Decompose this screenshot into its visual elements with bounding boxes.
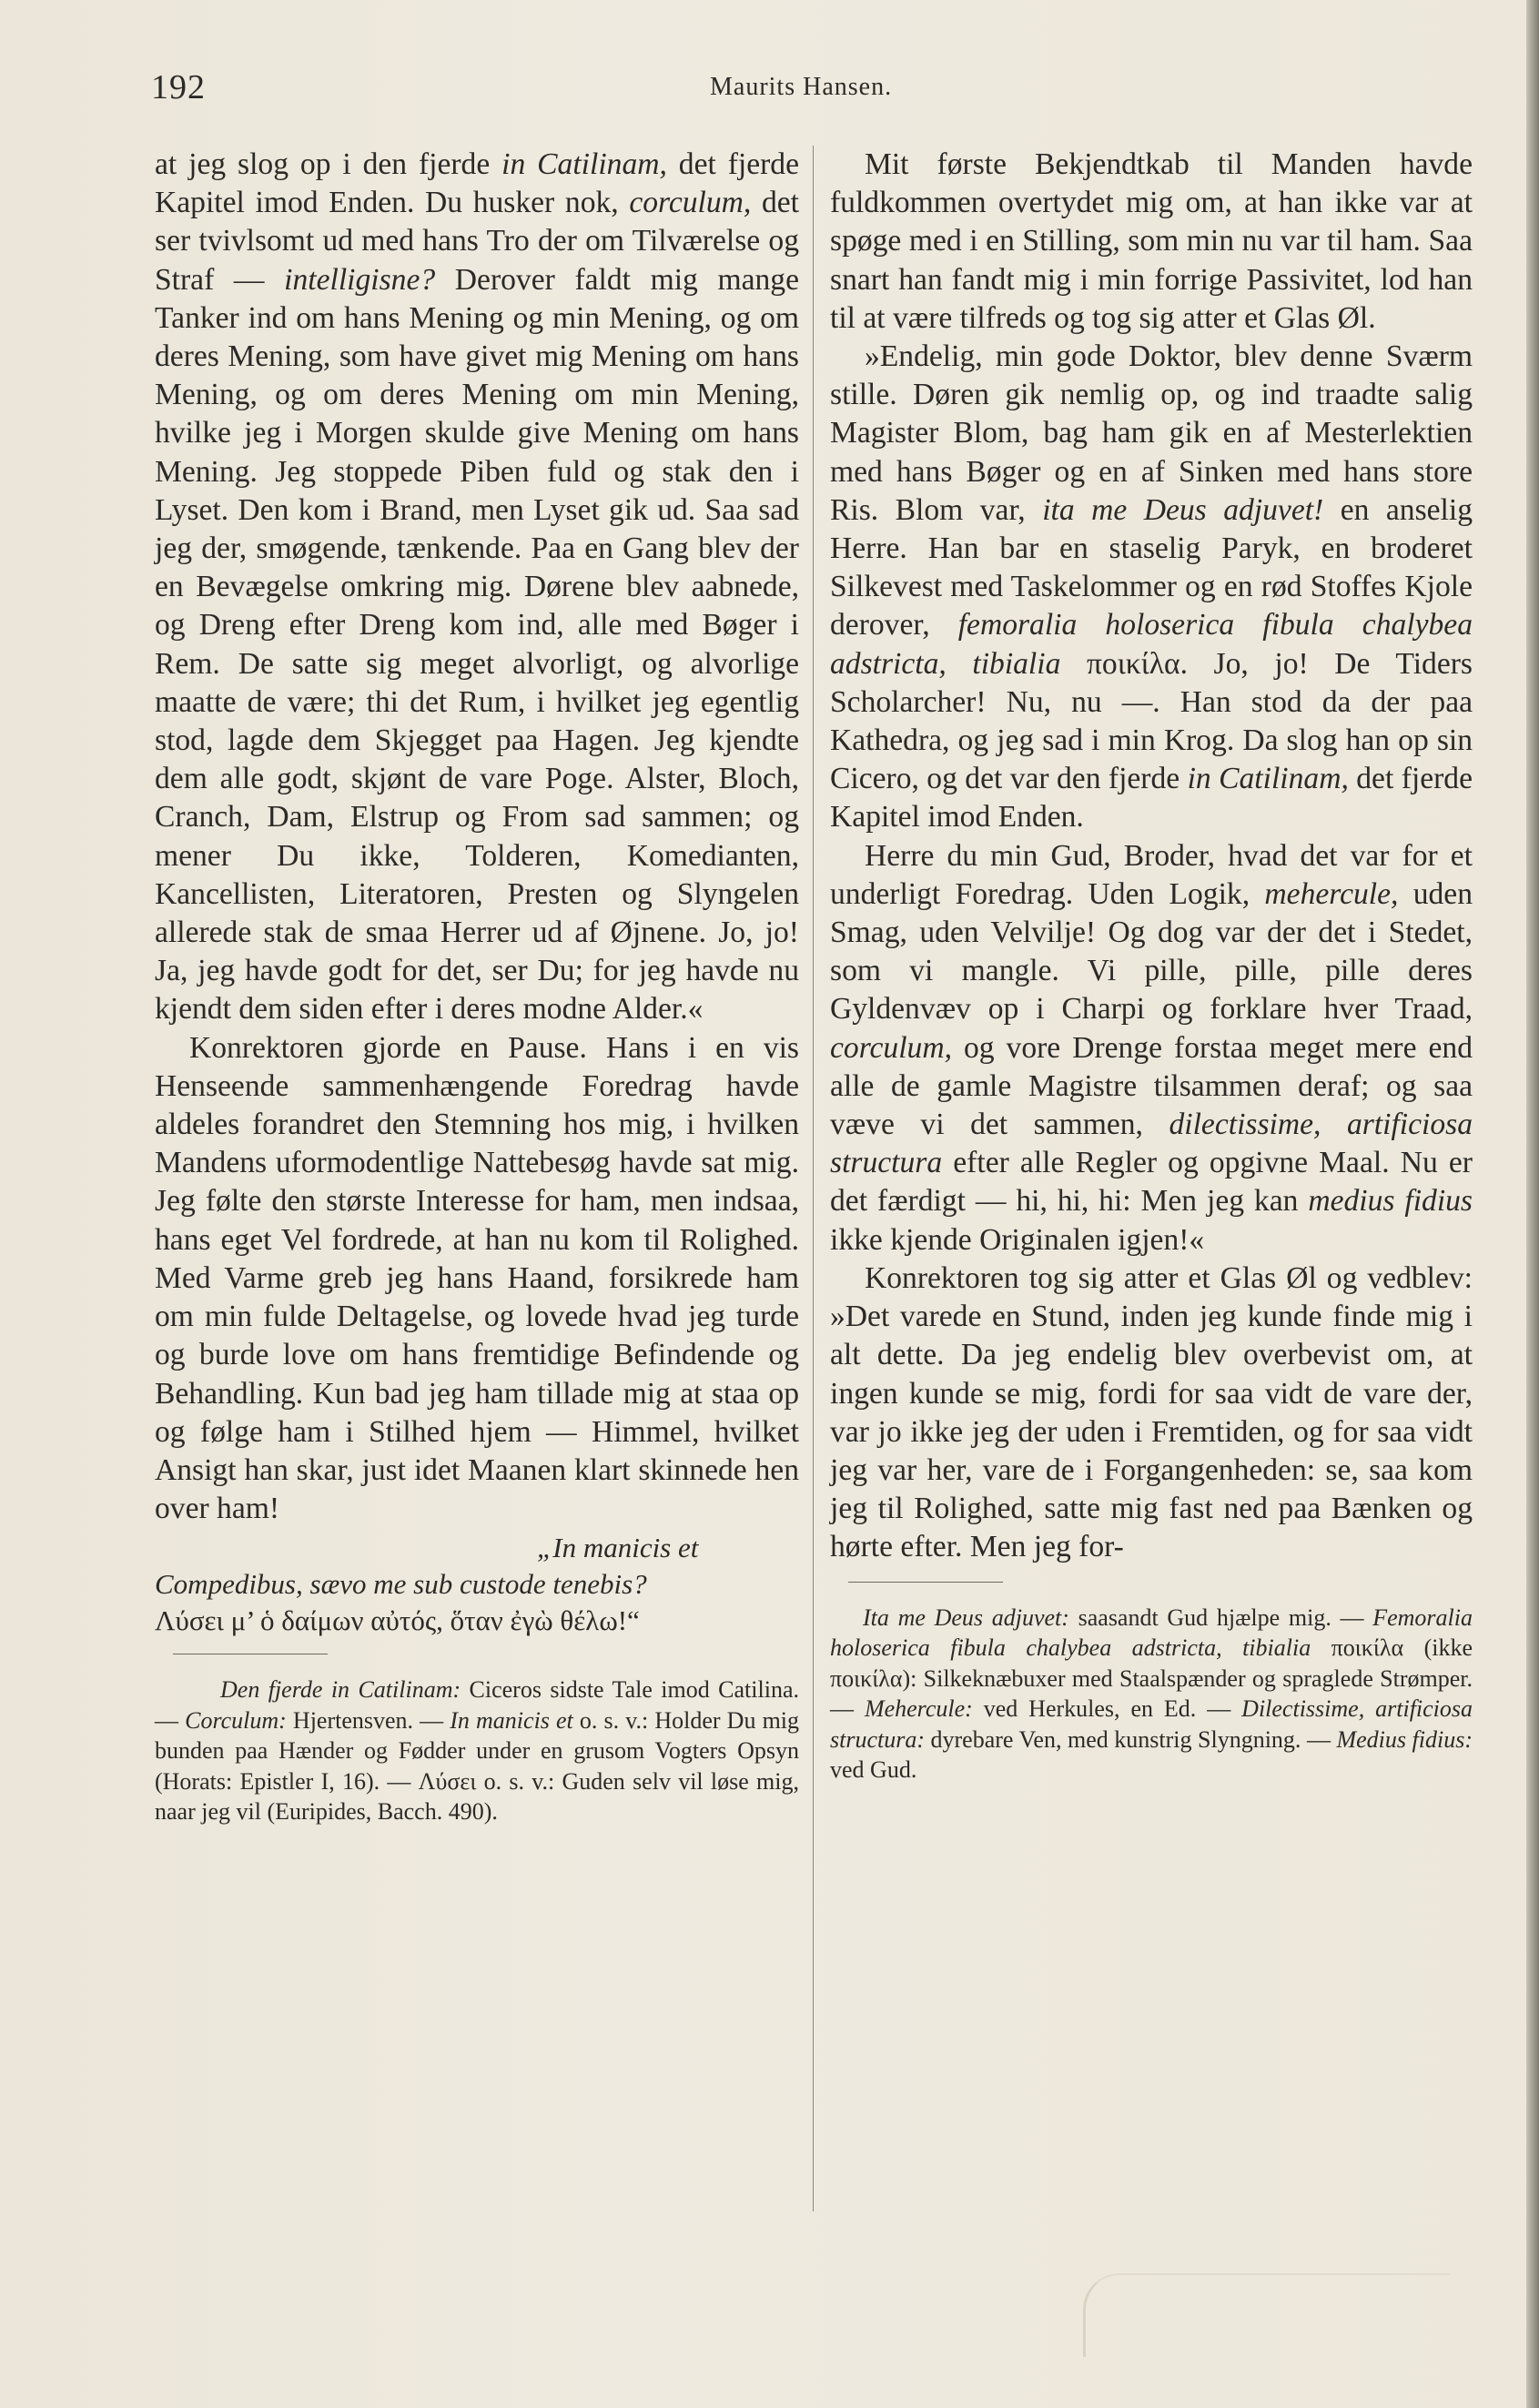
right-paragraph-1: Mit første Bekjendtkab til Manden havde fuldkommen overtydet mig om, at han ikke var at spøge med i en Stilling, som min nu var til ham. Saa snart han fandt mig i min forrige Passivitet, lod han til at være tilfreds og tog sig atter et Glas Øl. <box>830 147 1473 335</box>
page-corner-fold <box>1083 2273 1450 2357</box>
verse-quote <box>155 1530 799 1639</box>
left-paragraph-2: Konrektoren gjorde en Pause. Hans i en vis Henseende sammenhængende Foredrag havde aldeles forandret den Stemning hos mig, i hvilken Mandens uformodentlige Nattebesøg havde sat mig. Jeg følte den største Interesse for ham, men indsaa, hans eget Vel fordrede, at han nu kom til Rolighed. Med Varme greb jeg hans Haand, forsikrede ham om min fulde Deltagelse, og lovede hvad jeg turde og burde love om hans fremtidige Befindende og Behandling. Kun bad jeg ham tillade mig at staa op og følge ham i Stilhed hjem — Himmel, hvilket Ansigt han skar, just idet Maanen klart skinnede hen over ham! <box>155 1030 799 1526</box>
right-paragraph-2: »Endelig, min gode Doktor, blev denne Sværm stille. Døren gik nemlig op, og ind traadte salig Magister Blom, bag ham gik en af Mesterlektien med hans Bøger og en af Sinken med hans store Ris. Blom var, ita me Deus adjuvet! en anselig Herre. Han bar en staselig Paryk, en broderet Silkevest med Taskelommer og en rød Stoffes Kjole derover, femoralia holoserica fibula chalybea adstricta, tibialia ποικίλα. Jo, jo! De Tiders Scholarcher! Nu, nu —. Han stod da der paa Kathedra, og jeg sad i min Krog. Da slog han op sin Cicero, og det var den fjerde in Catilinam, det fjerde Kapitel imod Enden. <box>830 339 1473 835</box>
page-number: 192 <box>151 68 206 106</box>
verse-line-3: Λύσει μ’ ὁ δαίμων αὐτός, ὅταν ἐγὼ θέλω!“ <box>155 1604 640 1637</box>
right-paragraph-3: Herre du min Gud, Broder, hvad det var for et underligt Foredrag. Uden Logik, mehercule, uden Smag, uden Velvilje! Og dog var der det i Stedet, som vi mangle. Vi pille, pille, pille deres Gyldenvæv op i Charpi og forklare hver Traad, corculum, og vore Drenge forstaa meget mere end alle de gamle Magistre tilsammen deraf; og saa væve vi det sammen, dilectissime, artificiosa structura efter alle Regler og opgivne Maal. Nu er det færdigt — hi, hi, hi: Men jeg kan medius fidius ikke kjende Originalen igjen!« <box>830 838 1473 1257</box>
left-paragraph-1: at jeg slog op i den fjerde in Catilinam, det fjerde Kapitel imod Enden. Du husker nok, corculum, det ser tvivlsomt ud med hans Tro der om Tilværelse og Straf — intelligisne? Derover faldt mig mange Tanker ind om hans Mening og min Mening, og om deres Mening, som have givet mig Mening om hans Mening, og om deres Mening om min Mening, hvilke jeg i Morgen skulde give Mening om hans Mening. Jeg stoppede Piben fuld og stak den i Lyset. Den kom i Brand, men Lyset gik ud. Saa sad jeg der, smøgende, tænkende. Paa en Gang blev der en Bevægelse omkring mig. Dørene blev aabnede, og Dreng efter Dreng kom ind, alle med Bøger i Rem. De satte sig meget alvorligt, og alvorlige maatte de være; thi det Rum, i hvilket jeg egentlig stod, lagde dem Skjegget paa Hagen. Jeg kjendte dem alle godt, skjønt de vare Poge. Alster, Bloch, Cranch, Dam, Elstrup og From sad sammen; og mener Du ikke, Tolderen, Komedianten, Kancellisten, Literatoren, Presten og Slyngelen allerede stak de smaa Herrer ud af Øjnene. Jo, jo! Ja, jeg havde godt for det, ser Du; for jeg havde nu kjendt dem siden efter i deres modne Alder.« <box>155 147 799 1027</box>
footnote-right: Ita me Deus adjuvet: saasandt Gud hjælpe mig. — Femoralia holoserica fibula chalybea adstricta, tibialia ποικίλα (ikke ποικίλα): Silkeknæbuxer med Staalspænder og spraglede Strømper. — Mehercule: ved Herkules, en Ed. — Dilectissime, artificiosa structura: dyrebare Ven, med kunstrig Slyngning. — Medius fidius: ved Gud. <box>830 1604 1473 1784</box>
running-head: Maurits Hansen. <box>710 73 893 101</box>
right-paragraph-4: Konrektoren tog sig atter et Glas Øl og vedblev: »Det varede en Stund, inden jeg kunde finde mig i alt dette. Da jeg endelig blev overbevist om, at ingen kunde se mig, fordi for saa vidt de vare der, var jo ikke jeg der uden i Fremtiden, og for saa vidt jeg var her, vare de i Forgangenheden: se, saa kom jeg til Rolighed, satte mig fast ned paa Bænken og hørte efter. Men jeg for- <box>830 1260 1473 1564</box>
column-divider <box>813 146 814 2211</box>
right-column <box>830 146 1473 1786</box>
left-column <box>155 146 799 1827</box>
footnote-rule-right <box>848 1582 1003 1583</box>
verse-line-1: „In manicis et <box>537 1532 699 1564</box>
page-edge-shadow <box>1526 0 1539 2408</box>
verse-line-2: Compedibus, sævo me sub custode tenebis? <box>155 1568 647 1601</box>
footnote-left: Den fjerde in Catilinam: Ciceros sidste Tale imod Catilina. — Corculum: Hjertensven. — In manicis et o. s. v.: Holder Du mig bunden paa Hænder og Fødder under en grusom Vogters Opsyn (Horats: Epistler I, 16). — Λύσει o. s. v.: Guden selv vil løse mig, naar jeg vil (Euripides, Bacch. 490). <box>155 1676 800 1826</box>
